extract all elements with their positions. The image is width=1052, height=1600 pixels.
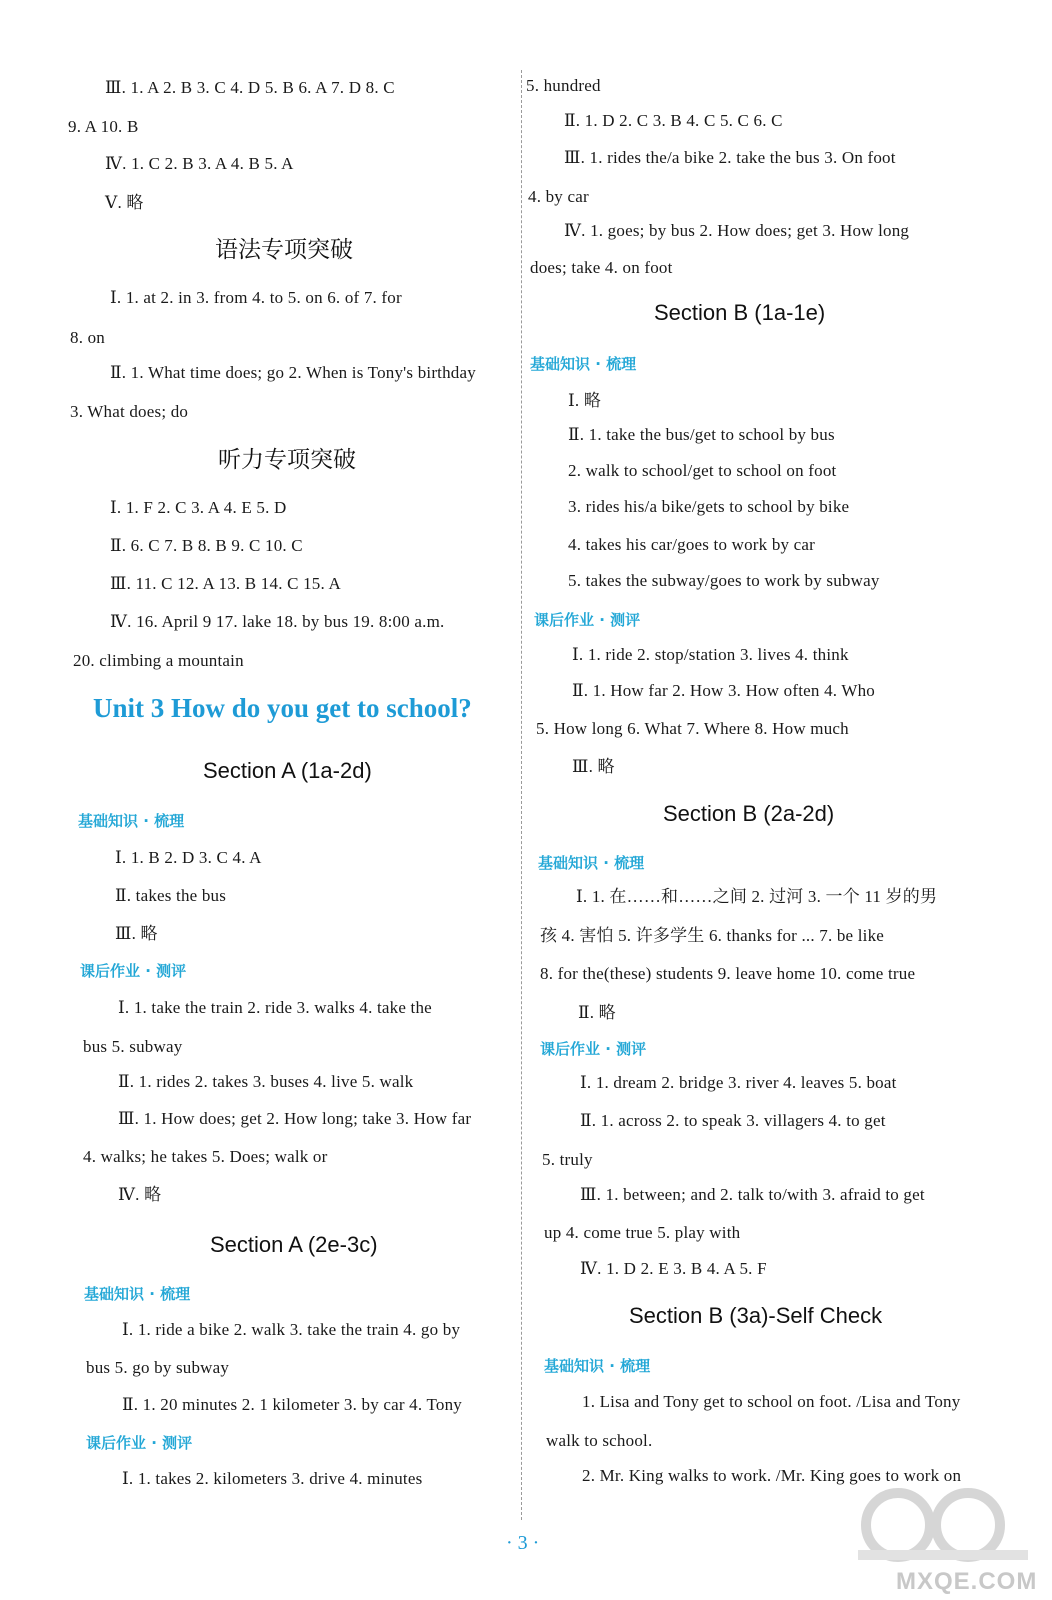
section-heading: Section B (2a-2d) [663,801,835,826]
answer-line: bus 5. subway [83,1037,183,1056]
section-heading: Section A (2e-3c) [210,1232,378,1257]
category-tag: 基础知识 · 梳理 [530,355,637,373]
answer-line: Ⅰ. 1. F 2. C 3. A 4. E 5. D [110,498,287,517]
answer-line: Ⅱ. 1. rides 2. takes 3. buses 4. live 5. walk [118,1072,414,1091]
answer-line: up 4. come true 5. play with [544,1223,741,1242]
section-heading-grammar: 语法专项突破 [215,237,353,263]
category-tag: 课后作业 · 测评 [86,1434,193,1452]
answer-line: 4. takes his car/goes to work by car [568,535,816,554]
answer-line: Ⅳ. 略 [118,1185,162,1204]
page-number: · 3 · [506,1532,540,1554]
answer-line: Ⅱ. 1. across 2. to speak 3. villagers 4. to get [580,1111,886,1130]
answer-line: 4. walks; he takes 5. Does; walk or [83,1147,328,1166]
answer-line: Ⅱ. 1. What time does; go 2. When is Tony's birthday [110,363,476,382]
answer-line: does; take 4. on foot [530,258,673,277]
category-tag: 课后作业 · 测评 [80,962,187,980]
answer-line: Ⅰ. 1. B 2. D 3. C 4. A [115,848,262,867]
column-divider [521,70,522,1520]
answer-line: Ⅱ. 1. D 2. C 3. B 4. C 5. C 6. C [564,111,783,130]
answer-line: Ⅳ. 1. D 2. E 3. B 4. A 5. F [580,1259,767,1278]
answer-line: Ⅲ. 略 [115,924,158,943]
answer-line: Ⅰ. 1. 在……和……之间 2. 过河 3. 一个 11 岁的男 [576,887,938,906]
category-tag: 课后作业 · 测评 [534,611,641,629]
answer-line: Ⅰ. 略 [568,391,602,410]
answer-line: Ⅱ. takes the bus [115,886,227,905]
category-tag: 基础知识 · 梳理 [78,812,185,830]
answer-line: Ⅰ. 1. dream 2. bridge 3. river 4. leaves 5. boat [580,1073,897,1092]
answer-line: 20. climbing a mountain [73,651,244,670]
answer-line: Ⅰ. 1. take the train 2. ride 3. walks 4. take the [118,998,432,1017]
answer-line: 3. rides his/a bike/gets to school by bike [568,497,850,516]
answer-line: 2. walk to school/get to school on foot [568,461,837,480]
answer-line: Ⅲ. 略 [572,757,615,776]
answer-line: Ⅳ. 1. C 2. B 3. A 4. B 5. A [105,154,294,173]
answer-line: Ⅰ. 1. takes 2. kilometers 3. drive 4. minutes [122,1469,423,1488]
answer-line: 5. takes the subway/goes to work by subway [568,571,880,590]
answer-line: Ⅱ. 略 [578,1003,616,1022]
section-heading: Section A (1a-2d) [203,758,372,783]
answer-line: walk to school. [546,1431,653,1450]
answer-line: 2. Mr. King walks to work. /Mr. King goes to work on [582,1466,962,1485]
answer-line: Ⅰ. 1. ride a bike 2. walk 3. take the train 4. go by [122,1320,461,1339]
answer-line: 5. hundred [526,76,601,95]
answer-line: Ⅳ. 1. goes; by bus 2. How does; get 3. How long [564,221,910,240]
answer-line: Ⅰ. 1. at 2. in 3. from 4. to 5. on 6. of 7. for [110,288,402,307]
unit-title: Unit 3 How do you get to school? [93,693,472,723]
answer-line: Ⅱ. 1. How far 2. How 3. How often 4. Who [572,681,876,700]
answer-line: 8. for the(these) students 9. leave home 10. come true [540,964,916,983]
section-heading: Section B (3a)-Self Check [629,1303,883,1328]
answer-line: bus 5. go by subway [86,1358,230,1377]
category-tag: 基础知识 · 梳理 [84,1285,191,1303]
category-tag: 课后作业 · 测评 [540,1040,647,1058]
answer-line: Ⅰ. 1. ride 2. stop/station 3. lives 4. think [572,645,849,664]
answer-line: 9. A 10. B [68,117,139,136]
answer-line: 1. Lisa and Tony get to school on foot. /Lisa and Tony [582,1392,961,1411]
answer-line: 5. How long 6. What 7. Where 8. How much [536,719,849,738]
answer-line: 5. truly [542,1150,593,1169]
answer-line: Ⅱ. 1. take the bus/get to school by bus [568,425,835,444]
answer-line: 4. by car [528,187,589,206]
answer-line: Ⅲ. 1. between; and 2. talk to/with 3. afraid to get [580,1185,925,1204]
answer-line: Ⅲ. 1. A 2. B 3. C 4. D 5. B 6. A 7. D 8. C [105,78,395,97]
answer-line: Ⅲ. 1. How does; get 2. How long; take 3. How far [118,1109,472,1128]
answer-line: 孩 4. 害怕 5. 许多学生 6. thanks for ... 7. be like [540,926,885,945]
category-tag: 基础知识 · 梳理 [544,1357,651,1375]
answer-line: 8. on [70,328,105,347]
answer-line: Ⅱ. 6. C 7. B 8. B 9. C 10. C [110,536,303,555]
section-heading-listening: 听力专项突破 [218,447,356,473]
answer-line: Ⅲ. 11. C 12. A 13. B 14. C 15. A [110,574,341,593]
watermark-text: MXQE.COM [896,1568,1038,1595]
answer-line: Ⅲ. 1. rides the/a bike 2. take the bus 3. On foot [564,148,896,167]
answer-line: Ⅱ. 1. 20 minutes 2. 1 kilometer 3. by car 4. Tony [122,1395,462,1414]
answer-line: 3. What does; do [70,402,189,421]
section-heading: Section B (1a-1e) [654,300,826,325]
answer-line: Ⅴ. 略 [105,193,144,212]
answer-line: Ⅳ. 16. April 9 17. lake 18. by bus 19. 8:00 a.m. [110,612,445,631]
category-tag: 基础知识 · 梳理 [538,854,645,872]
